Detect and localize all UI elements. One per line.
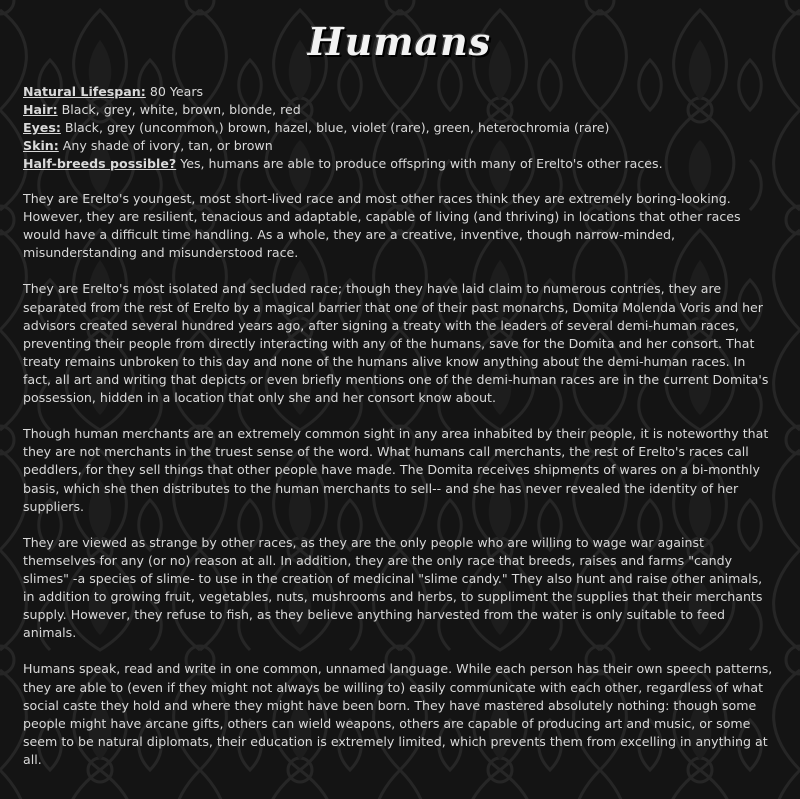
title-area [23,0,776,80]
paragraph: Humans speak, read and write in one common, unnamed language. While each person has their own speech patterns, they are able to (even if they might not always be willing to) easily communicate with each other, regardless of what social caste they hold and where they might have been born. They have mastered absolutely nothing: though some people might have arcane gifts, others can wield weapons, others are capable of producing art and music, or some seem to be natural diplomats, their education is extremely limited, which prevents them from excelling in anything at all. [23,661,773,767]
paragraph: They are Erelto's youngest, most short-lived race and most other races think they are extremely boring-looking. However, they are resilient, tenacious and adaptable, capable of living (and thriving) in locations that other races would have a difficult time handling. As a whole, they are a creative, inventive, though narrow-minded, misunderstanding and misunderstood race. [23,191,741,261]
stat-value: Yes, humans are able to produce offspring with many of Erelto's other races. [176,156,663,171]
body-paragraphs [23,190,776,769]
paragraph: They are Erelto's most isolated and secluded race; though they have laid claim to numerous contries, they are separated from the rest of Erelto by a magical barrier that one of their past monarchs, Domita Molenda Voris and her advisors created several hundred years ago, after signing a treaty with the leaders of several demi-human races, preventing their people from directly interacting with any of the humans, save for the Domita and her consort. That treaty remains unbroken to this day and none of the humans alive know anything about the demi-human races. In fact, all art and writing that depicts or even briefly mentions one of the demi-human races are in the current Domita's possession, hidden in a location that only she and her consort know about. [23,281,769,406]
stat-value: Black, grey, white, brown, blonde, red [57,102,301,117]
stat-label: Hair: [23,102,58,117]
stat-value: Any shade of ivory, tan, or brown [58,138,273,153]
page-title: Humans [307,18,492,64]
stat-eyes [23,119,776,137]
stat-value: Black, grey (uncommon,) brown, hazel, blue, violet (rare), green, heterochromia (rare) [60,120,610,135]
stat-label: Eyes: [23,120,61,135]
paragraph: Though human merchants are an extremely common sight in any area inhabited by their people, it is noteworthy that they are not merchants in the truest sense of the word. What humans call merchants, the rest of Erelto's races call peddlers, for they sell things that other people have made. The Domita receives shipments of wares on a bi-monthly basis, which she then distributes to the human merchants to sell-- and she has never revealed the identity of her suppliers. [23,426,769,514]
stat-label: Half-breeds possible? [23,156,177,171]
stat-hair [23,101,776,119]
stat-value: 80 Years [145,84,204,99]
stat-label: Natural Lifespan: [23,84,146,99]
stat-skin [23,137,776,155]
stat-label: Skin: [23,138,59,153]
paragraph: They are viewed as strange by other races, as they are the only people who are willing to wage war against themselves for any (or no) reason at all. In addition, they are the only race that breeds, raises and farms "candy slimes" -a species of slime- to use in the creation of medicinal "slime candy." They also hunt and raise other animals, in addition to growing fruit, vegetables, nuts, mushrooms and herbs, to suppliment the supplies that their merchants supply. However, they refuse to fish, as they believe anything harvested from the water is only suitable to feed animals. [23,534,763,641]
stat-lifespan [23,83,776,101]
stats-block [23,83,776,173]
stat-half-breeds [23,155,776,173]
